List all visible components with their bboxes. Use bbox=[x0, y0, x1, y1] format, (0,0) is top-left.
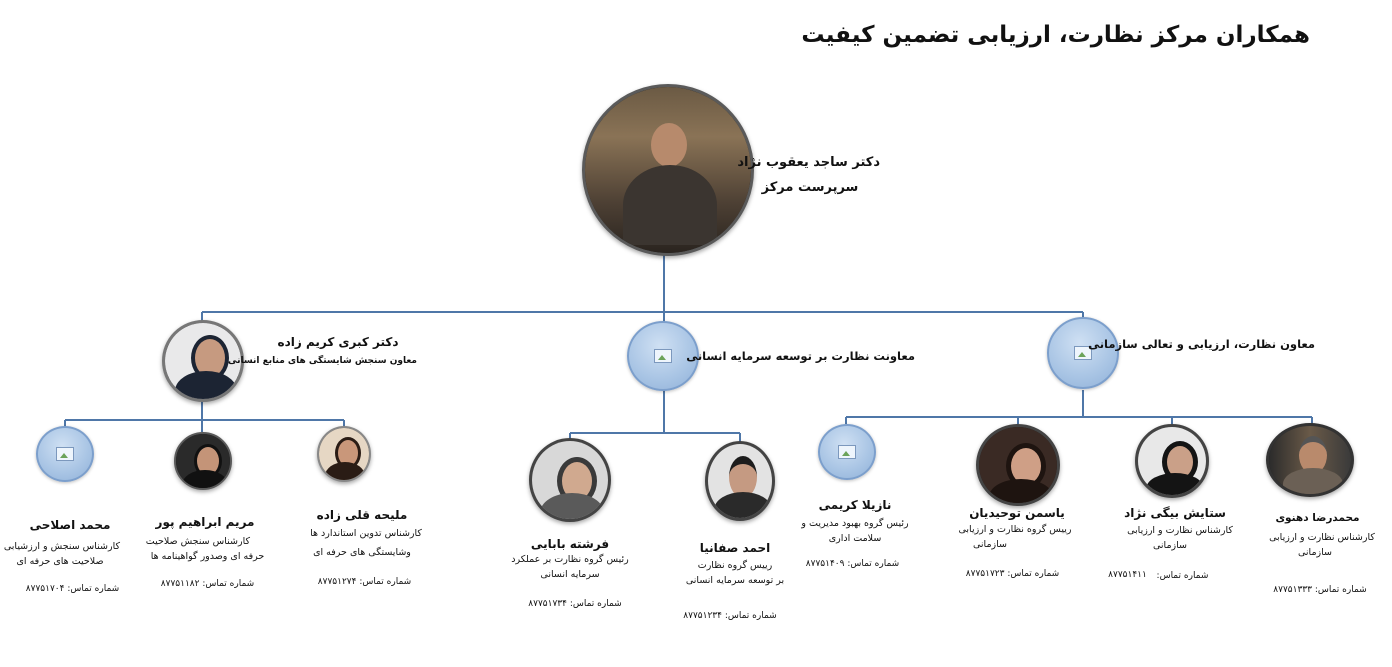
beiginejad-phone-number: ۸۷۷۵۱۴۱۱ bbox=[1108, 570, 1147, 580]
babaei-phone: شماره تماس: ۸۷۷۵۱۷۳۴ bbox=[528, 599, 622, 609]
beiginejad-name: ستایش بیگی نژاد bbox=[1124, 506, 1226, 520]
beiginejad-role-line2: سازمانی bbox=[1153, 540, 1187, 551]
eslahi-name: محمد اصلاحی bbox=[29, 518, 111, 532]
page-title: همکاران مرکز نظارت، ارزیابی تضمین کیفیت bbox=[801, 22, 1310, 48]
tohidian-phone: شماره تماس: ۸۷۷۵۱۷۲۳ bbox=[965, 569, 1060, 579]
karimi-role-line2: سلامت اداری bbox=[828, 533, 882, 544]
babaei-role-line2: سرمایه انسانی bbox=[540, 569, 600, 580]
karimi-placeholder bbox=[818, 424, 876, 480]
ebrahimpour-phone: شماره تماس: ۸۷۷۵۱۱۸۲ bbox=[160, 579, 255, 589]
head-photo bbox=[582, 84, 754, 256]
karimi-name: نازیلا کریمی bbox=[818, 498, 892, 512]
gholizadeh-photo bbox=[317, 426, 371, 482]
gholizadeh-role-line2: وشایستگی های حرفه ای bbox=[313, 547, 411, 558]
babaei-photo bbox=[529, 438, 611, 522]
safania-photo bbox=[705, 441, 775, 521]
image-icon bbox=[56, 447, 74, 461]
tohidian-role-line2: سازمانی bbox=[973, 539, 1007, 550]
babaei-name: فرشته بابایی bbox=[530, 537, 610, 551]
gholizadeh-role-line1: کارشناس تدوین استاندارد ها bbox=[310, 528, 422, 539]
eslahi-placeholder bbox=[36, 426, 94, 482]
eslahi-role-line1: کارشناس سنجش و ارزشیابی bbox=[3, 541, 120, 552]
safania-phone: شماره تماس: ۸۷۷۵۱۲۳۴ bbox=[683, 611, 777, 621]
dehnavi-phone: شماره تماس: ۸۷۷۵۱۳۳۳ bbox=[1273, 585, 1367, 595]
org-excellence-placeholder bbox=[1047, 317, 1119, 389]
safania-role-line1: رییس گروه نظارت bbox=[697, 560, 773, 571]
eslahi-role-line2: صلاحیت های حرفه ای bbox=[16, 556, 104, 567]
org-excellence-title: معاون نظارت، ارزیابی و تعالی سازمانی bbox=[1088, 337, 1315, 351]
head-role: سرپرست مرکز bbox=[761, 180, 859, 195]
tohidian-photo bbox=[976, 424, 1060, 506]
beiginejad-role-line1: کارشناس نظارت و ارزیابی bbox=[1127, 525, 1233, 536]
beiginejad-photo bbox=[1135, 424, 1209, 498]
human-capital-title: معاونت نظارت بر توسعه سرمایه انسانی bbox=[686, 349, 915, 363]
dehnavi-name: محمدرضا دهنوی bbox=[1275, 512, 1360, 524]
image-icon bbox=[838, 445, 856, 459]
dehnavi-role-line2: سازمانی bbox=[1298, 547, 1332, 558]
karimzadeh-role: معاون سنجش شایستگی های منابع انسانی bbox=[228, 356, 417, 366]
eslahi-phone: شماره تماس: ۸۷۷۵۱۷۰۴ bbox=[25, 584, 120, 594]
ebrahimpour-role-line2: حرفه ای وصدور گواهینامه ها bbox=[150, 551, 265, 562]
dehnavi-role-line1: کارشناس نظارت و ارزیابی bbox=[1269, 532, 1375, 543]
dehnavi-photo bbox=[1266, 423, 1354, 497]
karimzadeh-name: دکتر کبری کریم زاده bbox=[277, 335, 399, 349]
tohidian-role-line1: رییس گروه نظارت و ارزیابی bbox=[958, 524, 1072, 535]
tohidian-name: یاسمن توحیدیان bbox=[969, 506, 1065, 520]
ebrahimpour-photo bbox=[174, 432, 232, 490]
ebrahimpour-name: مریم ابراهیم پور bbox=[155, 515, 255, 529]
karimi-phone: شماره تماس: ۸۷۷۵۱۴۰۹ bbox=[805, 559, 900, 569]
babaei-role-line1: رئیس گروه نظارت بر عملکرد bbox=[511, 554, 629, 565]
head-name: دکتر ساجد یعقوب نژاد bbox=[737, 155, 880, 170]
gholizadeh-name: ملیحه قلی زاده bbox=[316, 508, 408, 522]
image-icon bbox=[654, 349, 672, 363]
beiginejad-phone-label: شماره تماس: bbox=[1156, 571, 1209, 581]
safania-role-line2: بر توسعه سرمایه انسانی bbox=[685, 575, 785, 586]
safania-name: احمد صفانیا bbox=[699, 541, 771, 555]
ebrahimpour-role-line1: کارشناس سنجش صلاحیت bbox=[145, 536, 250, 547]
karimi-role-line1: رئیس گروه بهبود مدیریت و bbox=[801, 518, 909, 529]
gholizadeh-phone: شماره تماس: ۸۷۷۵۱۲۷۴ bbox=[317, 577, 412, 587]
